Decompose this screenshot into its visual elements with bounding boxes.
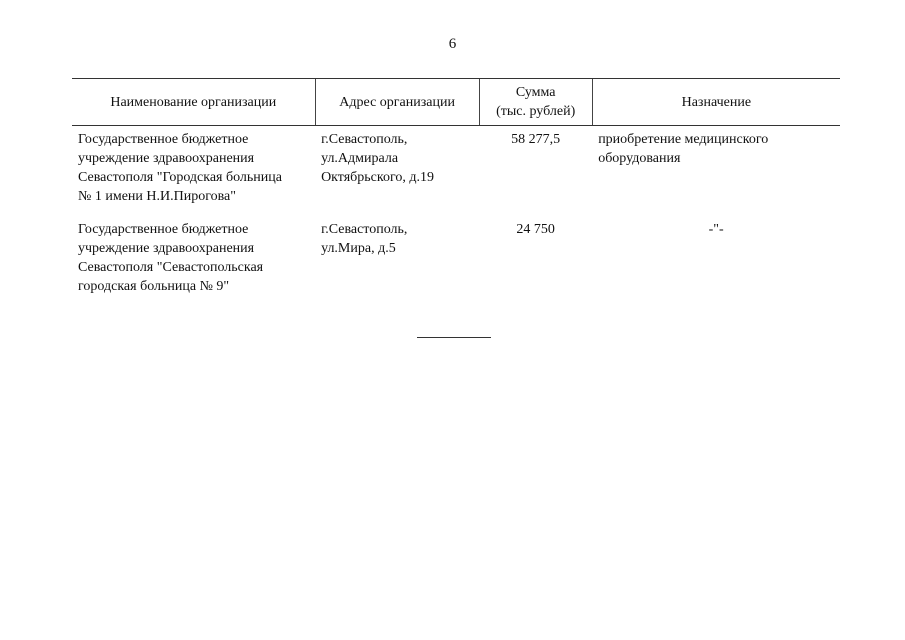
text-line: № 1 имени Н.И.Пирогова" — [78, 189, 236, 204]
cell-organization — [72, 216, 315, 306]
cell-address — [315, 126, 479, 217]
page-number: 6 — [448, 36, 457, 52]
header-sum-line2: (тыс. рублей) — [496, 104, 576, 119]
header-sum — [479, 79, 592, 126]
cell-sum: 58 277,5 — [511, 132, 561, 147]
text-line: Государственное бюджетное — [78, 132, 249, 147]
header-purpose: Назначение — [592, 79, 840, 126]
text-line: г.Севастополь, — [321, 132, 408, 147]
header-organization: Наименование организации — [72, 79, 315, 126]
cell-purpose — [592, 216, 840, 306]
table-row — [72, 216, 840, 306]
text-line: Государственное бюджетное — [78, 222, 249, 237]
ditto-mark: -"- — [708, 222, 724, 237]
header-sum-line1: Сумма — [515, 85, 556, 100]
text-line: учреждение здравоохранения — [78, 151, 255, 166]
end-divider — [417, 337, 491, 338]
text-line: городская больница № 9" — [78, 279, 230, 294]
allocation-table — [72, 78, 840, 306]
cell-address — [315, 216, 479, 306]
text-line: Севастополя "Севастопольская — [78, 260, 264, 275]
cell-purpose — [592, 126, 840, 217]
table-header — [72, 79, 840, 126]
text-line: ул.Мира, д.5 — [321, 241, 396, 256]
table-body — [72, 126, 840, 307]
header-address: Адрес организации — [315, 79, 479, 126]
text-line: оборудования — [598, 151, 681, 166]
header-row — [72, 79, 840, 126]
cell-sum: 24 750 — [516, 222, 555, 237]
table-row — [72, 126, 840, 217]
text-line: приобретение медицинского — [598, 132, 769, 147]
text-line: Октябрьского, д.19 — [321, 170, 434, 185]
text-line: ул.Адмирала — [321, 151, 399, 166]
text-line: г.Севастополь, — [321, 222, 408, 237]
text-line: Севастополя "Городская больница — [78, 170, 282, 185]
cell-organization — [72, 126, 315, 217]
text-line: учреждение здравоохранения — [78, 241, 255, 256]
